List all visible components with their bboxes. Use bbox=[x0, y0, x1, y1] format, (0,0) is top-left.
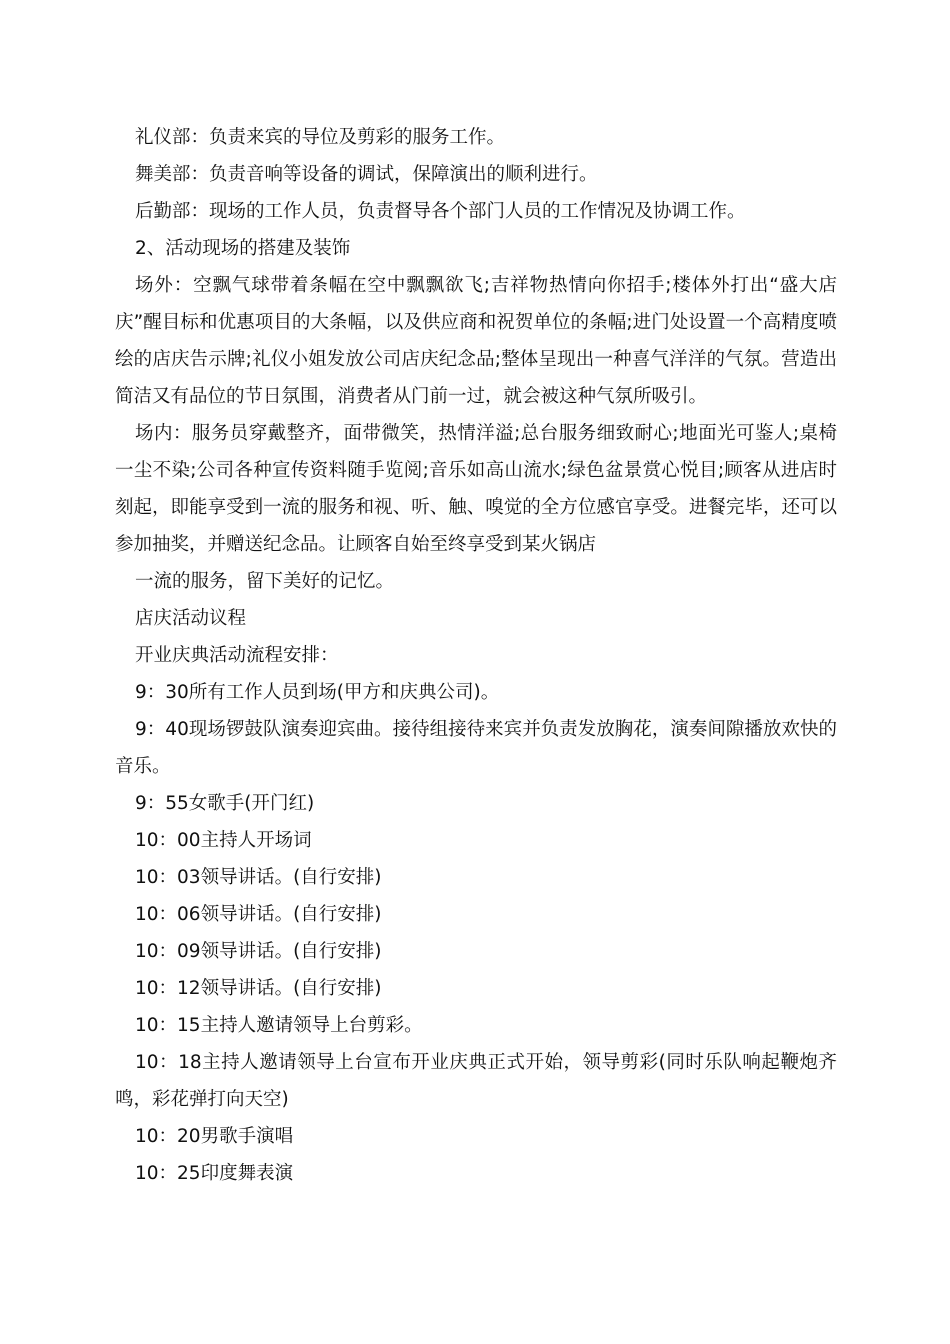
schedule-item: 9：55女歌手(开门红) bbox=[135, 793, 315, 814]
section-heading-venue-setup: 2、活动现场的搭建及装饰 bbox=[135, 238, 351, 259]
schedule-item: 10：25印度舞表演 bbox=[135, 1163, 294, 1184]
schedule-item: 9：30所有工作人员到场(甲方和庆典公司)。 bbox=[135, 682, 500, 703]
paragraph-etiquette-dept: 礼仪部：负责来宾的导位及剪彩的服务工作。 bbox=[135, 127, 506, 148]
document-page bbox=[115, 119, 837, 1192]
schedule-item: 10：06领导讲话。(自行安排) bbox=[135, 904, 382, 925]
schedule-item: 10：09领导讲话。(自行安排) bbox=[135, 941, 382, 962]
paragraph-stage-dept: 舞美部：负责音响等设备的调试，保障演出的顺利进行。 bbox=[135, 164, 598, 185]
schedule-item: 10：03领导讲话。(自行安排) bbox=[135, 867, 382, 888]
schedule-item: 10：00主持人开场词 bbox=[135, 830, 312, 851]
schedule-item: 10：20男歌手演唱 bbox=[135, 1126, 294, 1147]
schedule-item: 10：12领导讲话。(自行安排) bbox=[135, 978, 382, 999]
paragraph-indoor-continued: 一流的服务，留下美好的记忆。 bbox=[135, 571, 395, 592]
paragraph-logistics-dept: 后勤部：现场的工作人员，负责督导各个部门人员的工作情况及协调工作。 bbox=[135, 201, 746, 222]
schedule-item: 9：40现场锣鼓队演奏迎宾曲。接待组接待来宾并负责发放胸花，演奏间隙播放欢快的音乐。 bbox=[115, 719, 837, 777]
section-heading-agenda: 店庆活动议程 bbox=[135, 608, 247, 629]
section-heading-schedule: 开业庆典活动流程安排： bbox=[135, 645, 339, 666]
schedule-item: 10：18主持人邀请领导上台宣布开业庆典正式开始，领导剪彩(同时乐队响起鞭炮齐鸣，彩花弹打向天空) bbox=[115, 1052, 837, 1110]
paragraph-indoor: 场内：服务员穿戴整齐，面带微笑，热情洋溢;总台服务细致耐心;地面光可鉴人;桌椅一尘不染;公司各种宣传资料随手览阅;音乐如高山流水;绿色盆景赏心悦目;顾客从进店时刻起，即能享受到一流的服务和视、听、触、嗅觉的全方位感官享受。进餐完毕，还可以参加抽奖，并赠送纪念品。让顾客自始至终享受到某火锅店 bbox=[115, 423, 837, 555]
schedule-item: 10：15主持人邀请领导上台剪彩。 bbox=[135, 1015, 423, 1036]
paragraph-outdoor: 场外：空飘气球带着条幅在空中飘飘欲飞;吉祥物热情向你招手;楼体外打出“盛大店庆”醒目标和优惠项目的大条幅，以及供应商和祝贺单位的条幅;进门处设置一个高精度喷绘的店庆告示牌;礼仪小姐发放公司店庆纪念品;整体呈现出一种喜气洋洋的气氛。营造出简洁又有品位的节日氛围，消费者从门前一过，就会被这种气氛所吸引。 bbox=[115, 275, 837, 407]
